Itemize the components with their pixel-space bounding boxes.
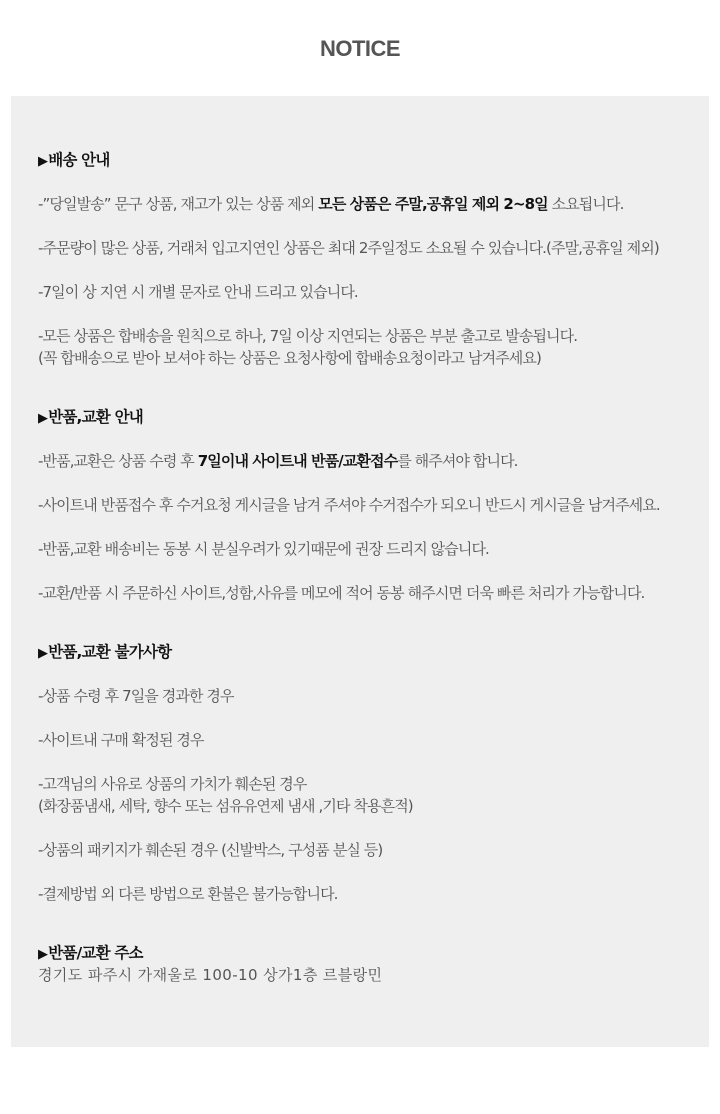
- section-title: [38, 641, 709, 663]
- return-address-section: [38, 942, 709, 986]
- arrow-icon: ▶: [38, 947, 48, 962]
- section-title-text: 반품,교환 불가사항: [48, 643, 172, 661]
- notice-sections: [38, 149, 709, 905]
- section-title-text: 반품/교환 주소: [48, 944, 143, 962]
- section-title: [38, 406, 709, 428]
- notice-item: [38, 193, 709, 215]
- notice-text: -반품,교환 배송비는 동봉 시 분실우려가 있기때문에 권장 드리지 않습니다.: [38, 540, 489, 558]
- notice-item: [38, 883, 709, 905]
- notice-text: -반품,교환은 상품 수령 후: [38, 452, 198, 470]
- notice-list: [38, 450, 709, 604]
- arrow-icon: ▶: [38, 646, 48, 661]
- notice-text: -사이트내 구매 확정된 경우: [38, 731, 204, 749]
- notice-item: [38, 582, 709, 604]
- notice-item: [38, 325, 709, 369]
- notice-text: -고객님의 사유로 상품의 가치가 훼손된 경우: [38, 775, 307, 793]
- notice-item: [38, 494, 709, 516]
- notice-text: 를 해주셔야 합니다.: [397, 452, 518, 470]
- arrow-icon: ▶: [38, 154, 48, 169]
- section-return-exchange-info: [38, 406, 709, 604]
- notice-text: -주문량이 많은 상품, 거래처 입고지연인 상품은 최대 2주일정도 소요될 수 있습니다.(주말,공휴일 제외): [38, 239, 659, 257]
- section-title-text: 배송 안내: [48, 151, 110, 169]
- return-address-text: 경기도 파주시 가재울로 100-10 상가1층 르블랑민: [38, 966, 383, 984]
- notice-text: -모든 상품은 합배송을 원칙으로 하나, 7일 이상 지연되는 상품은 부분 출고로 발송됩니다.: [38, 327, 578, 345]
- section-title-text: 반품,교환 안내: [48, 408, 143, 426]
- notice-item: [38, 729, 709, 751]
- notice-text-line2: (꼭 합배송으로 받아 보셔야 하는 상품은 요청사항에 합배송요청이라고 남겨주세요): [38, 349, 541, 367]
- notice-text: -결제방법 외 다른 방법으로 환불은 불가능합니다.: [38, 885, 338, 903]
- notice-item: [38, 538, 709, 560]
- notice-item: [38, 450, 709, 472]
- notice-item: [38, 281, 709, 303]
- page-title: NOTICE: [319, 36, 401, 61]
- notice-text: -상품 수령 후 7일을 경과한 경우: [38, 687, 234, 705]
- notice-text: -교환/반품 시 주문하신 사이트,성함,사유를 메모에 적어 동봉 해주시면 더욱 빠른 처리가 가능합니다.: [38, 584, 645, 602]
- emphasis-text: 모든 상품은 주말,공휴일 제외 2~8일: [318, 195, 548, 213]
- notice-item: [38, 685, 709, 707]
- notice-item: [38, 839, 709, 861]
- notice-text: -”당일발송” 문구 상품, 재고가 있는 상품 제외: [38, 195, 319, 213]
- arrow-icon: ▶: [38, 411, 48, 426]
- notice-list: [38, 193, 709, 369]
- section-return-exchange-restrictions: [38, 641, 709, 905]
- notice-text: -7일이 상 지연 시 개별 문자로 안내 드리고 있습니다.: [38, 283, 358, 301]
- notice-item: [38, 237, 709, 259]
- section-title: [38, 149, 709, 171]
- emphasis-text: 7일이내 사이트내 반품/교환접수: [197, 452, 398, 470]
- notice-text: -상품의 패키지가 훼손된 경우 (신발박스, 구성품 분실 등): [38, 841, 383, 859]
- notice-text-line2: (화장품냄새, 세탁, 향수 또는 섬유유연제 냄새 ,기타 착용흔적): [38, 797, 413, 815]
- section-title-return-address: [38, 942, 709, 964]
- notice-panel: [11, 96, 709, 1047]
- section-shipping-info: [38, 149, 709, 369]
- notice-text: 소요됩니다.: [547, 195, 624, 213]
- notice-item: [38, 773, 709, 817]
- notice-list: [38, 685, 709, 905]
- notice-text: -사이트내 반품접수 후 수거요청 게시글을 남겨 주셔야 수거접수가 되오니 반드시 게시글을 남겨주세요.: [38, 496, 660, 514]
